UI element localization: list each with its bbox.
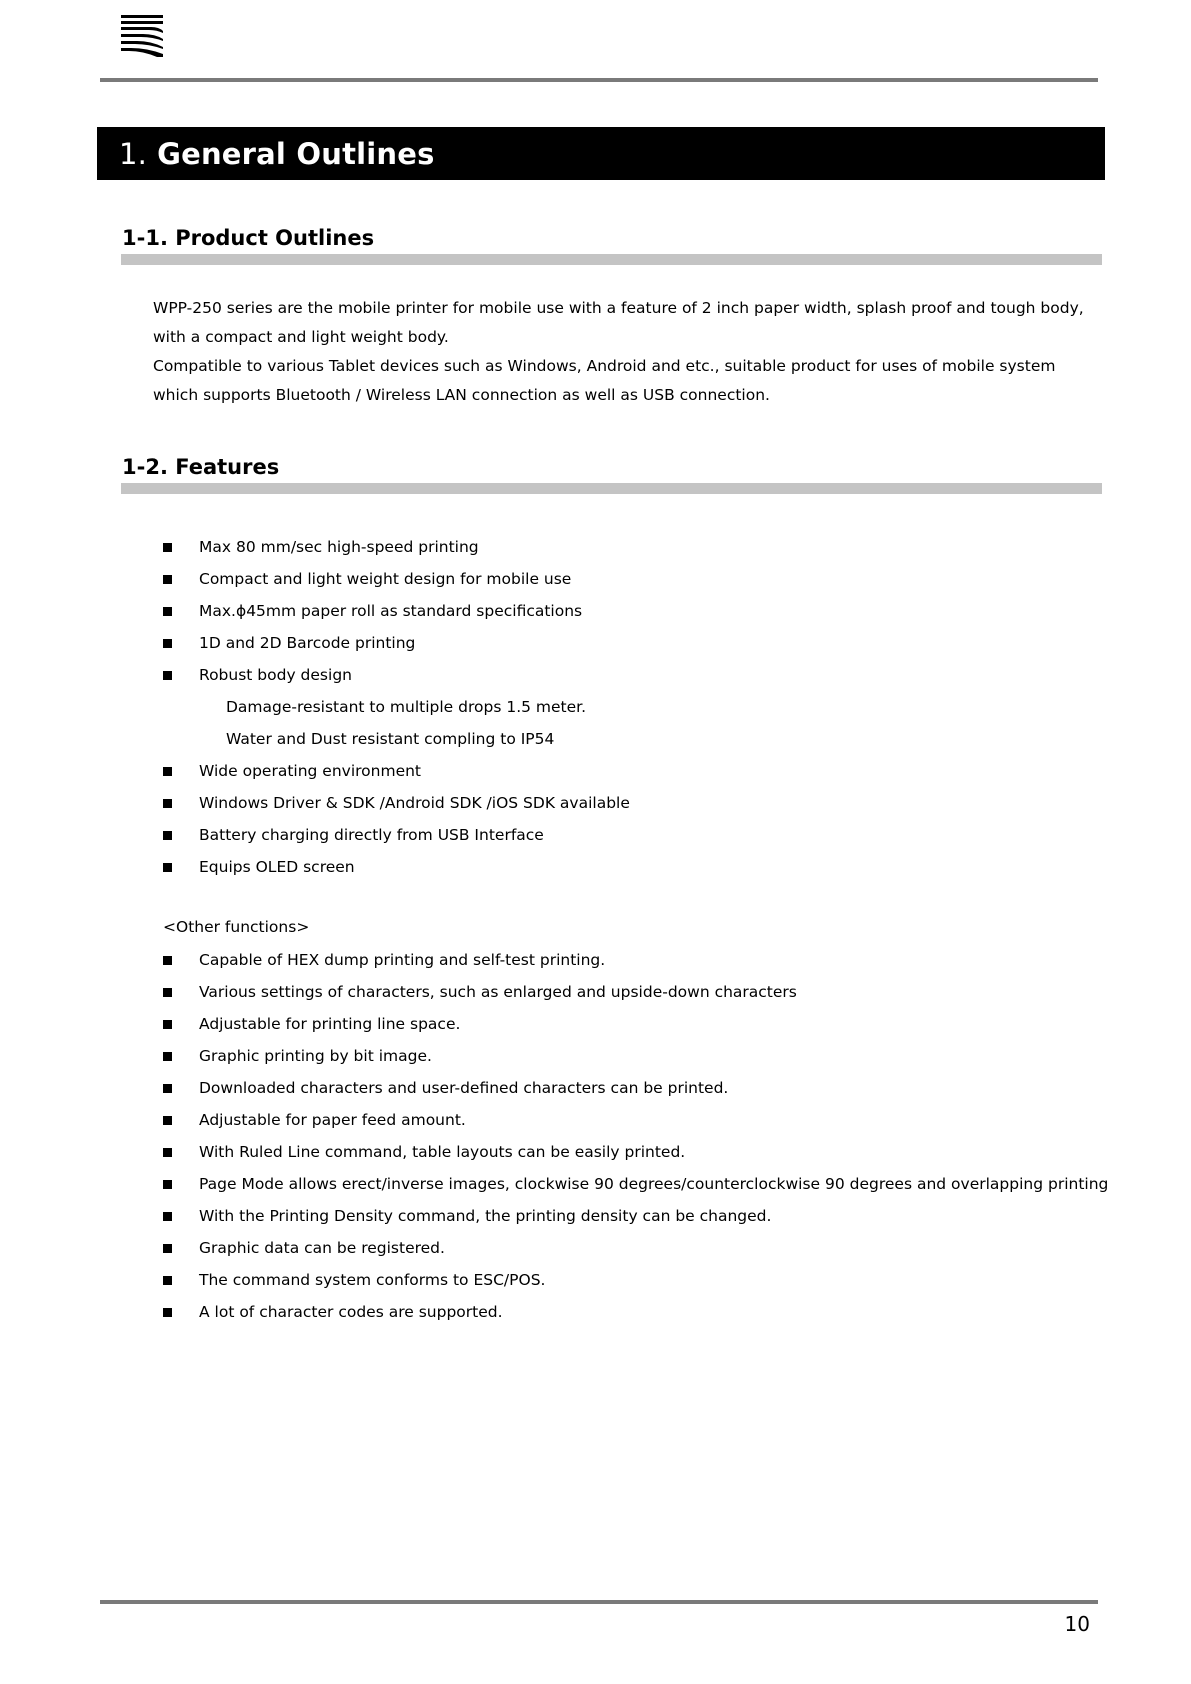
- square-bullet-icon: [163, 1084, 172, 1093]
- list-subitem: Water and Dust resistant compling to IP54: [226, 730, 555, 748]
- product-outlines-text: [153, 294, 1093, 410]
- section-rule: [121, 483, 1102, 494]
- list-item: With the Printing Density command, the printing density can be changed.: [163, 1200, 1123, 1232]
- square-bullet-icon: [163, 1276, 172, 1285]
- company-logo-icon: [121, 15, 163, 57]
- section-heading-product-outlines: 1-1. Product Outlines: [122, 226, 375, 250]
- list-item: Windows Driver & SDK /Android SDK /iOS SDK available: [163, 787, 1123, 819]
- square-bullet-icon: [163, 1244, 172, 1253]
- list-item: Adjustable for paper feed amount.: [163, 1104, 1123, 1136]
- square-bullet-icon: [163, 543, 172, 552]
- list-item: Downloaded characters and user-defined characters can be printed.: [163, 1072, 1123, 1104]
- square-bullet-icon: [163, 1212, 172, 1221]
- list-item: The command system conforms to ESC/POS.: [163, 1264, 1123, 1296]
- list-item: Graphic printing by bit image.: [163, 1040, 1123, 1072]
- square-bullet-icon: [163, 799, 172, 808]
- list-item: Compact and light weight design for mobile use: [163, 563, 1123, 595]
- list-item: With Ruled Line command, table layouts can be easily printed.: [163, 1136, 1123, 1168]
- list-item: Page Mode allows erect/inverse images, clockwise 90 degrees/counterclockwise 90 degrees and overlapping printing: [163, 1168, 1123, 1200]
- paragraph: Compatible to various Tablet devices such as Windows, Android and etc., suitable product for uses of mobile system which supports Bluetooth / Wireless LAN connection as well as USB connection.: [153, 357, 1056, 404]
- list-item: 1D and 2D Barcode printing: [163, 627, 1123, 659]
- square-bullet-icon: [163, 1180, 172, 1189]
- other-functions-label: <Other functions>: [163, 918, 310, 936]
- chapter-title-bar: [97, 127, 1105, 180]
- footer-rule: [100, 1600, 1098, 1604]
- list-item: Max.ϕ45mm paper roll as standard specifications: [163, 595, 1123, 627]
- list-item: Graphic data can be registered.: [163, 1232, 1123, 1264]
- square-bullet-icon: [163, 1052, 172, 1061]
- square-bullet-icon: [163, 863, 172, 872]
- chapter-title: General Outlines: [157, 136, 435, 171]
- square-bullet-icon: [163, 1116, 172, 1125]
- list-item: Equips OLED screen: [163, 851, 1123, 883]
- square-bullet-icon: [163, 575, 172, 584]
- section-heading-features: 1-2. Features: [122, 455, 280, 479]
- list-item: Various settings of characters, such as enlarged and upside-down characters: [163, 976, 1123, 1008]
- features-list: [163, 531, 1123, 883]
- list-subitem: Damage-resistant to multiple drops 1.5 meter.: [226, 698, 587, 716]
- square-bullet-icon: [163, 671, 172, 680]
- square-bullet-icon: [163, 639, 172, 648]
- list-item: Capable of HEX dump printing and self-test printing.: [163, 944, 1123, 976]
- list-item: Robust body design: [163, 659, 1123, 691]
- list-item: Max 80 mm/sec high-speed printing: [163, 531, 1123, 563]
- other-functions-list: [163, 944, 1123, 1328]
- paragraph: WPP-250 series are the mobile printer for mobile use with a feature of 2 inch paper width, splash proof and tough body, with a compact and light weight body.: [153, 299, 1084, 346]
- square-bullet-icon: [163, 956, 172, 965]
- page-number: 10: [1064, 1612, 1090, 1636]
- square-bullet-icon: [163, 1148, 172, 1157]
- square-bullet-icon: [163, 767, 172, 776]
- list-item: Wide operating environment: [163, 755, 1123, 787]
- square-bullet-icon: [163, 607, 172, 616]
- section-rule: [121, 254, 1102, 265]
- square-bullet-icon: [163, 831, 172, 840]
- square-bullet-icon: [163, 1020, 172, 1029]
- list-item: Adjustable for printing line space.: [163, 1008, 1123, 1040]
- square-bullet-icon: [163, 1308, 172, 1317]
- list-item: Battery charging directly from USB Interface: [163, 819, 1123, 851]
- list-item: A lot of character codes are supported.: [163, 1296, 1123, 1328]
- chapter-number: 1.: [119, 136, 148, 171]
- square-bullet-icon: [163, 988, 172, 997]
- header-rule: [100, 78, 1098, 82]
